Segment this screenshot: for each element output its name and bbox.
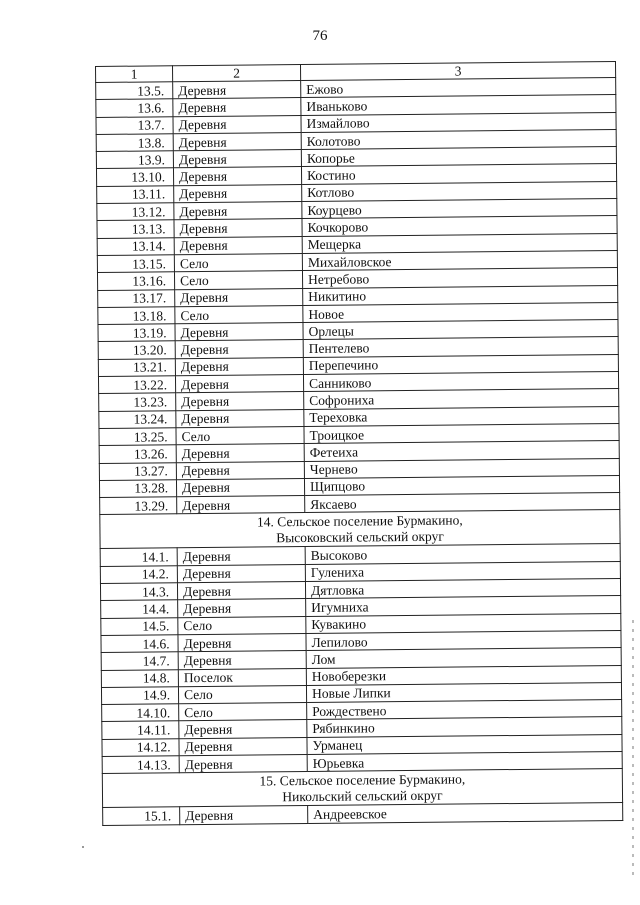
settlement-name: Орлецы <box>303 320 618 340</box>
row-number: 14.12. <box>102 738 179 756</box>
row-number: 13.24. <box>99 410 176 428</box>
settlement-type: Деревня <box>173 132 301 151</box>
row-number: 13.28. <box>99 480 176 498</box>
settlement-name: Коурцево <box>302 199 617 219</box>
row-number: 13.19. <box>98 324 175 342</box>
settlement-name: Измайлово <box>301 112 616 132</box>
settlement-name: Копорье <box>301 147 616 167</box>
settlement-name: Урманец <box>307 734 622 754</box>
scan-edge-mark <box>632 620 634 880</box>
settlement-type: Деревня <box>178 599 306 618</box>
section-title <box>100 510 620 549</box>
row-number: 13.18. <box>98 307 175 325</box>
row-number: 13.25. <box>99 428 176 446</box>
section-title <box>102 769 622 808</box>
settlement-type: Деревня <box>177 496 305 515</box>
settlement-type: Деревня <box>175 375 303 394</box>
settlement-name: Рождествено <box>307 700 622 720</box>
settlement-name: Новые Липки <box>306 682 621 702</box>
section-header-row <box>100 510 620 549</box>
table-row <box>103 803 623 825</box>
settlement-name: Чернево <box>304 458 619 478</box>
row-number: 13.6. <box>96 99 173 117</box>
settlement-name: Андреевское <box>308 803 623 823</box>
settlement-type: Деревня <box>179 720 307 739</box>
row-number: 13.26. <box>99 445 176 463</box>
settlement-type: Деревня <box>177 547 305 566</box>
section-title-line: 14. Сельское поселение Бурмакино, <box>256 512 463 530</box>
settlement-name: Кочкорово <box>302 216 617 236</box>
row-number: 14.10. <box>102 704 179 722</box>
settlement-type: Село <box>174 253 302 272</box>
row-number: 13.13. <box>97 220 174 238</box>
settlement-name: Михайловское <box>302 250 617 270</box>
settlement-name: Гулениха <box>305 561 620 581</box>
settlement-type: Деревня <box>173 98 301 117</box>
settlements-table <box>95 61 623 826</box>
settlement-type: Деревня <box>176 478 304 497</box>
section-title-line: Высоковский сельский округ <box>276 528 444 546</box>
settlement-name: Яксаево <box>305 493 620 513</box>
row-number: 14.4. <box>101 600 178 618</box>
row-number: 14.1. <box>100 548 177 566</box>
settlement-type: Село <box>178 616 306 635</box>
row-number: 13.20. <box>98 341 175 359</box>
settlement-type: Село <box>175 305 303 324</box>
settlement-type: Село <box>174 271 302 290</box>
settlement-type: Село <box>176 426 304 445</box>
settlement-type: Деревня <box>173 150 301 169</box>
settlement-name: Юрьевка <box>307 751 622 771</box>
settlement-type: Деревня <box>176 392 304 411</box>
row-number: 13.23. <box>99 393 176 411</box>
document-sheet <box>95 61 623 826</box>
header-cell: 3 <box>300 62 615 81</box>
row-number: 13.21. <box>98 358 175 376</box>
section-title-line: Никольский сельский округ <box>282 787 443 805</box>
row-number: 13.8. <box>96 134 173 152</box>
settlement-name: Софрониха <box>304 389 619 409</box>
settlement-name: Перепечино <box>303 354 618 374</box>
settlement-name: Новоберезки <box>306 665 621 685</box>
settlement-name: Щипцово <box>304 475 619 495</box>
settlement-name: Тереховка <box>304 406 619 426</box>
row-number: 13.16. <box>97 272 174 290</box>
row-number: 13.5. <box>96 82 173 100</box>
header-cell: 2 <box>173 65 301 82</box>
settlement-type: Деревня <box>179 754 307 773</box>
settlement-name: Колотово <box>301 129 616 149</box>
row-number: 14.2. <box>100 565 177 583</box>
row-number: 14.6. <box>101 635 178 653</box>
settlement-type: Село <box>179 703 307 722</box>
row-number: 13.27. <box>99 462 176 480</box>
settlement-type: Деревня <box>175 357 303 376</box>
settlement-type: Деревня <box>178 651 306 670</box>
settlement-type: Деревня <box>175 288 303 307</box>
settlement-name: Нетребово <box>302 268 617 288</box>
row-number: 14.11. <box>102 721 179 739</box>
settlement-name: Ежово <box>301 78 616 98</box>
row-number: 13.12. <box>97 203 174 221</box>
row-number: 13.29. <box>100 497 177 515</box>
settlement-type: Деревня <box>174 236 302 255</box>
settlement-name: Дятловка <box>305 578 620 598</box>
settlement-type: Деревня <box>176 461 304 480</box>
settlement-name: Игумниха <box>306 596 621 616</box>
settlement-type: Деревня <box>173 167 301 186</box>
settlement-type: Село <box>178 685 306 704</box>
settlement-type: Поселок <box>178 668 306 687</box>
row-number: 13.7. <box>96 116 173 134</box>
row-number: 13.14. <box>97 237 174 255</box>
section-header-row <box>102 769 622 808</box>
settlement-name: Рябинкино <box>307 717 622 737</box>
settlement-name: Троицкое <box>304 423 619 443</box>
row-number: 14.3. <box>100 583 177 601</box>
row-number: 13.9. <box>96 151 173 169</box>
row-number: 14.9. <box>101 687 178 705</box>
settlement-type: Деревня <box>177 564 305 583</box>
section-title-line: 15. Сельское поселение Бурмакино, <box>259 771 466 789</box>
settlement-type: Деревня <box>175 323 303 342</box>
settlement-name: Лепилово <box>306 630 621 650</box>
row-number: 14.7. <box>101 652 178 670</box>
settlement-type: Деревня <box>174 219 302 238</box>
settlement-type: Деревня <box>177 582 305 601</box>
settlement-type: Деревня <box>179 737 307 756</box>
row-number: 13.22. <box>98 376 175 394</box>
settlement-name: Лом <box>306 648 621 668</box>
settlement-type: Деревня <box>174 184 302 203</box>
row-number: 13.10. <box>96 168 173 186</box>
header-cell: 1 <box>96 66 173 83</box>
settlement-name: Фетеиха <box>304 441 619 461</box>
settlement-type: Деревня <box>178 633 306 652</box>
settlement-name: Никитино <box>303 285 618 305</box>
row-number: 13.17. <box>98 289 175 307</box>
settlement-name: Пентелево <box>303 337 618 357</box>
settlement-name: Высоково <box>305 544 620 564</box>
row-number: 14.13. <box>102 756 179 774</box>
settlement-name: Мещерка <box>302 233 617 253</box>
settlement-type: Деревня <box>176 409 304 428</box>
settlement-type: Деревня <box>180 806 308 825</box>
row-number: 15.1. <box>103 807 180 825</box>
settlement-name: Новое <box>303 302 618 322</box>
row-number: 14.8. <box>101 669 178 687</box>
settlement-type: Деревня <box>175 340 303 359</box>
page-number: 76 <box>312 28 328 44</box>
settlement-type: Деревня <box>173 115 301 134</box>
row-number: 13.15. <box>97 255 174 273</box>
settlement-name: Иваньково <box>301 95 616 115</box>
row-number: 13.11. <box>97 186 174 204</box>
scan-speck <box>82 846 84 848</box>
settlement-type: Деревня <box>173 81 301 100</box>
settlement-name: Костино <box>301 164 616 184</box>
row-number: 14.5. <box>101 617 178 635</box>
settlement-name: Санниково <box>303 372 618 392</box>
settlement-name: Кувакино <box>306 613 621 633</box>
settlement-name: Котлово <box>302 181 617 201</box>
settlement-type: Деревня <box>176 444 304 463</box>
settlement-type: Деревня <box>174 202 302 221</box>
